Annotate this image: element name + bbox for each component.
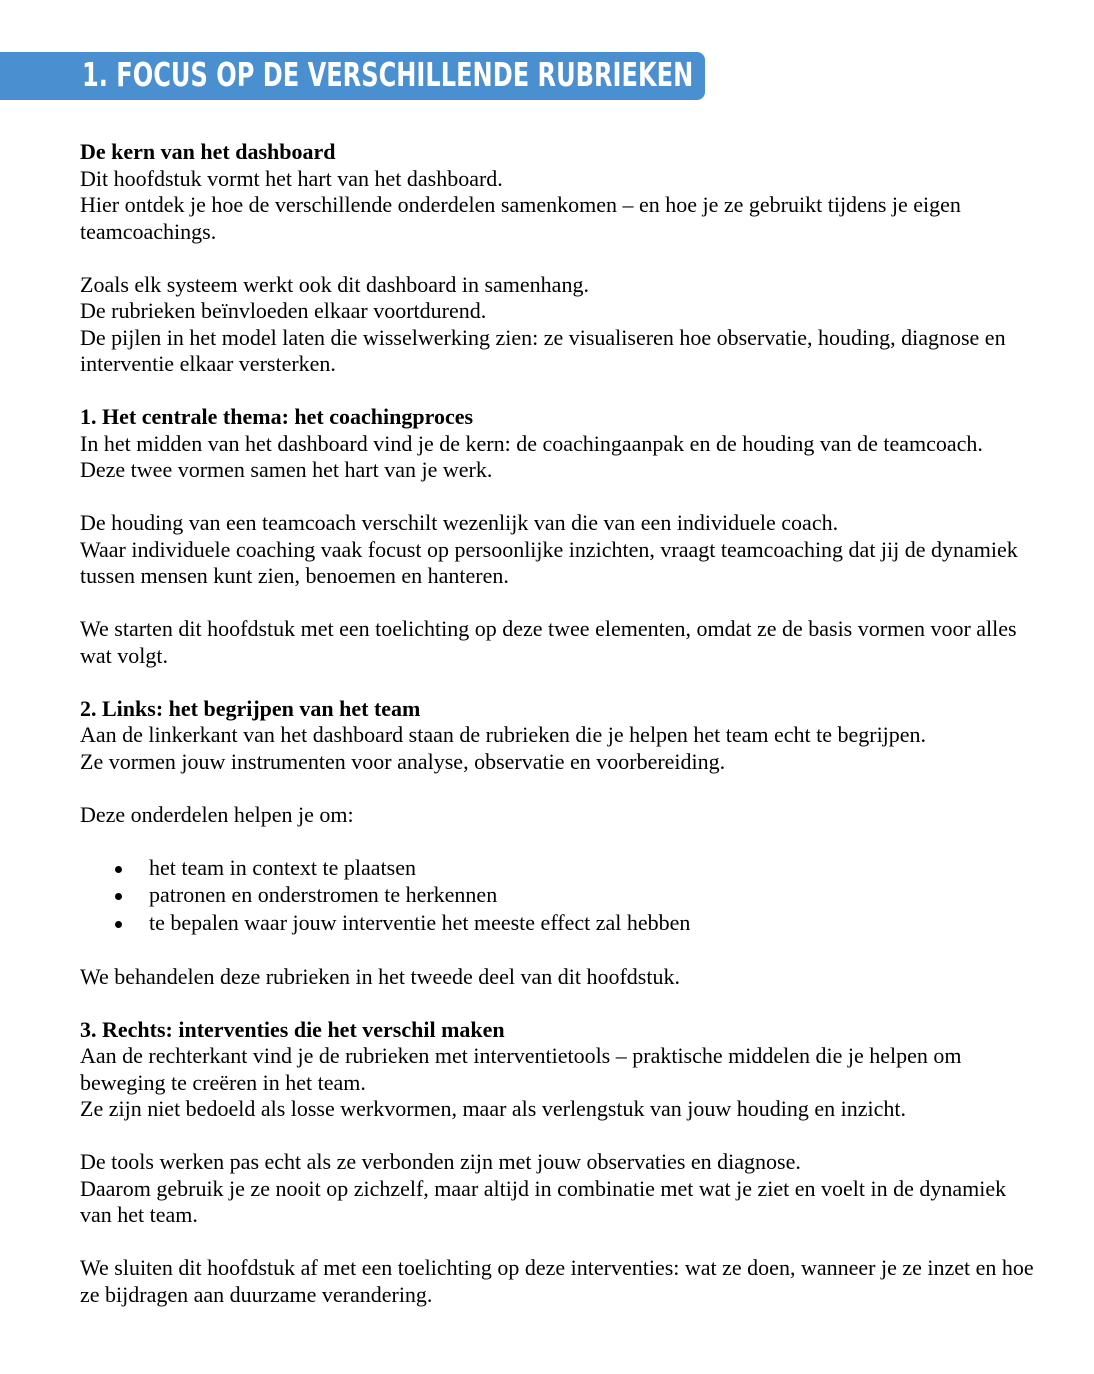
intro-p2-line-2: De rubrieken beïnvloeden elkaar voortdurend. bbox=[80, 298, 487, 323]
document-body bbox=[80, 139, 1040, 1335]
intro-p2-line-3: De pijlen in het model laten die wisselwerking zien: ze visualiseren hoe observatie, houding, diagnose en interventie elkaar versterken. bbox=[80, 324, 1006, 376]
list-item-text: het team in context te plaatsen bbox=[149, 854, 416, 880]
list-item bbox=[80, 882, 1040, 910]
list-item bbox=[80, 855, 1040, 883]
list-item-text: te bepalen waar jouw interventie het meeste effect zal hebben bbox=[149, 909, 691, 935]
section1 bbox=[80, 404, 1040, 484]
section2-p2: Deze onderdelen helpen je om: bbox=[80, 801, 354, 827]
intro-section bbox=[80, 139, 1040, 245]
list-item bbox=[80, 910, 1040, 938]
bullet-icon bbox=[115, 921, 122, 928]
section2-bullet-list bbox=[80, 855, 1040, 938]
chapter-title: 1. FOCUS OP DE VERSCHILLENDE RUBRIEKEN bbox=[82, 55, 694, 94]
section2-heading: 2. Links: het begrijpen van het team bbox=[80, 695, 421, 721]
section2-p1-line-1: Aan de linkerkant van het dashboard staan de rubrieken die je helpen het team echt te begrijpen. bbox=[80, 722, 927, 747]
intro-paragraph-2 bbox=[80, 272, 1040, 378]
section3-p1-line-1: Aan de rechterkant vind je de rubrieken met interventietools – praktische middelen die je helpen om beweging te creëren in het team. bbox=[80, 1043, 962, 1095]
section3-p2-line-1: De tools werken pas echt als ze verbonden zijn met jouw observaties en diagnose. bbox=[80, 1149, 801, 1174]
section1-heading: 1. Het centrale thema: het coachingproces bbox=[80, 404, 474, 429]
section2-paragraph-2 bbox=[80, 802, 1040, 829]
bullet-icon bbox=[115, 866, 122, 873]
section2-paragraph-3 bbox=[80, 964, 1040, 991]
section3-paragraph-3 bbox=[80, 1255, 1040, 1308]
intro-heading: De kern van het dashboard bbox=[80, 139, 336, 164]
section3-p3: We sluiten dit hoofdstuk af met een toelichting op deze interventies: wat ze doen, wanneer je ze inzet en hoe ze bijdragen aan duurzame verandering. bbox=[80, 1255, 1034, 1307]
list-item-text: patronen en onderstromen te herkennen bbox=[149, 882, 498, 907]
section3-p1-line-2: Ze zijn niet bedoeld als losse werkvormen, maar als verlengstuk van jouw houding en inzicht. bbox=[80, 1096, 906, 1121]
bullet-icon bbox=[115, 893, 122, 900]
section3-p2-line-2: Daarom gebruik je ze nooit op zichzelf, maar altijd in combinatie met wat je ziet en voelt in de dynamiek van het team. bbox=[80, 1175, 1007, 1227]
section3-heading: 3. Rechts: interventies die het verschil maken bbox=[80, 1016, 505, 1042]
section2-p1-line-2: Ze vormen jouw instrumenten voor analyse, observatie en voorbereiding. bbox=[80, 748, 726, 774]
section1-p1-line-2: Deze twee vormen samen het hart van je werk. bbox=[80, 457, 493, 482]
section1-paragraph-2 bbox=[80, 510, 1040, 590]
section1-p1-line-1: In het midden van het dashboard vind je de kern: de coachingaanpak en de houding van de teamcoach. bbox=[80, 430, 983, 456]
section1-p2-line-1: De houding van een teamcoach verschilt wezenlijk van die van een individuele coach. bbox=[80, 510, 839, 535]
section1-p2-line-2: Waar individuele coaching vaak focust op persoonlijke inzichten, vraagt teamcoaching dat jij de dynamiek tussen mensen kunt zien, benoemen en hanteren. bbox=[80, 536, 1018, 588]
intro-p2-line-1: Zoals elk systeem werkt ook dit dashboard in samenhang. bbox=[80, 271, 589, 297]
intro-p1-line-1: Dit hoofdstuk vormt het hart van het dashboard. bbox=[80, 165, 503, 191]
section2 bbox=[80, 696, 1040, 776]
intro-p1-line-2: Hier ontdek je hoe de verschillende onderdelen samenkomen – en hoe je ze gebruikt tijdens je eigen teamcoachings. bbox=[80, 192, 961, 244]
section1-p3: We starten dit hoofdstuk met een toelichting op deze twee elementen, omdat ze de basis vormen voor alles wat volgt. bbox=[80, 616, 1017, 668]
section2-p3: We behandelen deze rubrieken in het tweede deel van dit hoofdstuk. bbox=[80, 963, 680, 989]
section1-paragraph-3 bbox=[80, 616, 1040, 669]
section3 bbox=[80, 1017, 1040, 1123]
section3-paragraph-2 bbox=[80, 1149, 1040, 1229]
